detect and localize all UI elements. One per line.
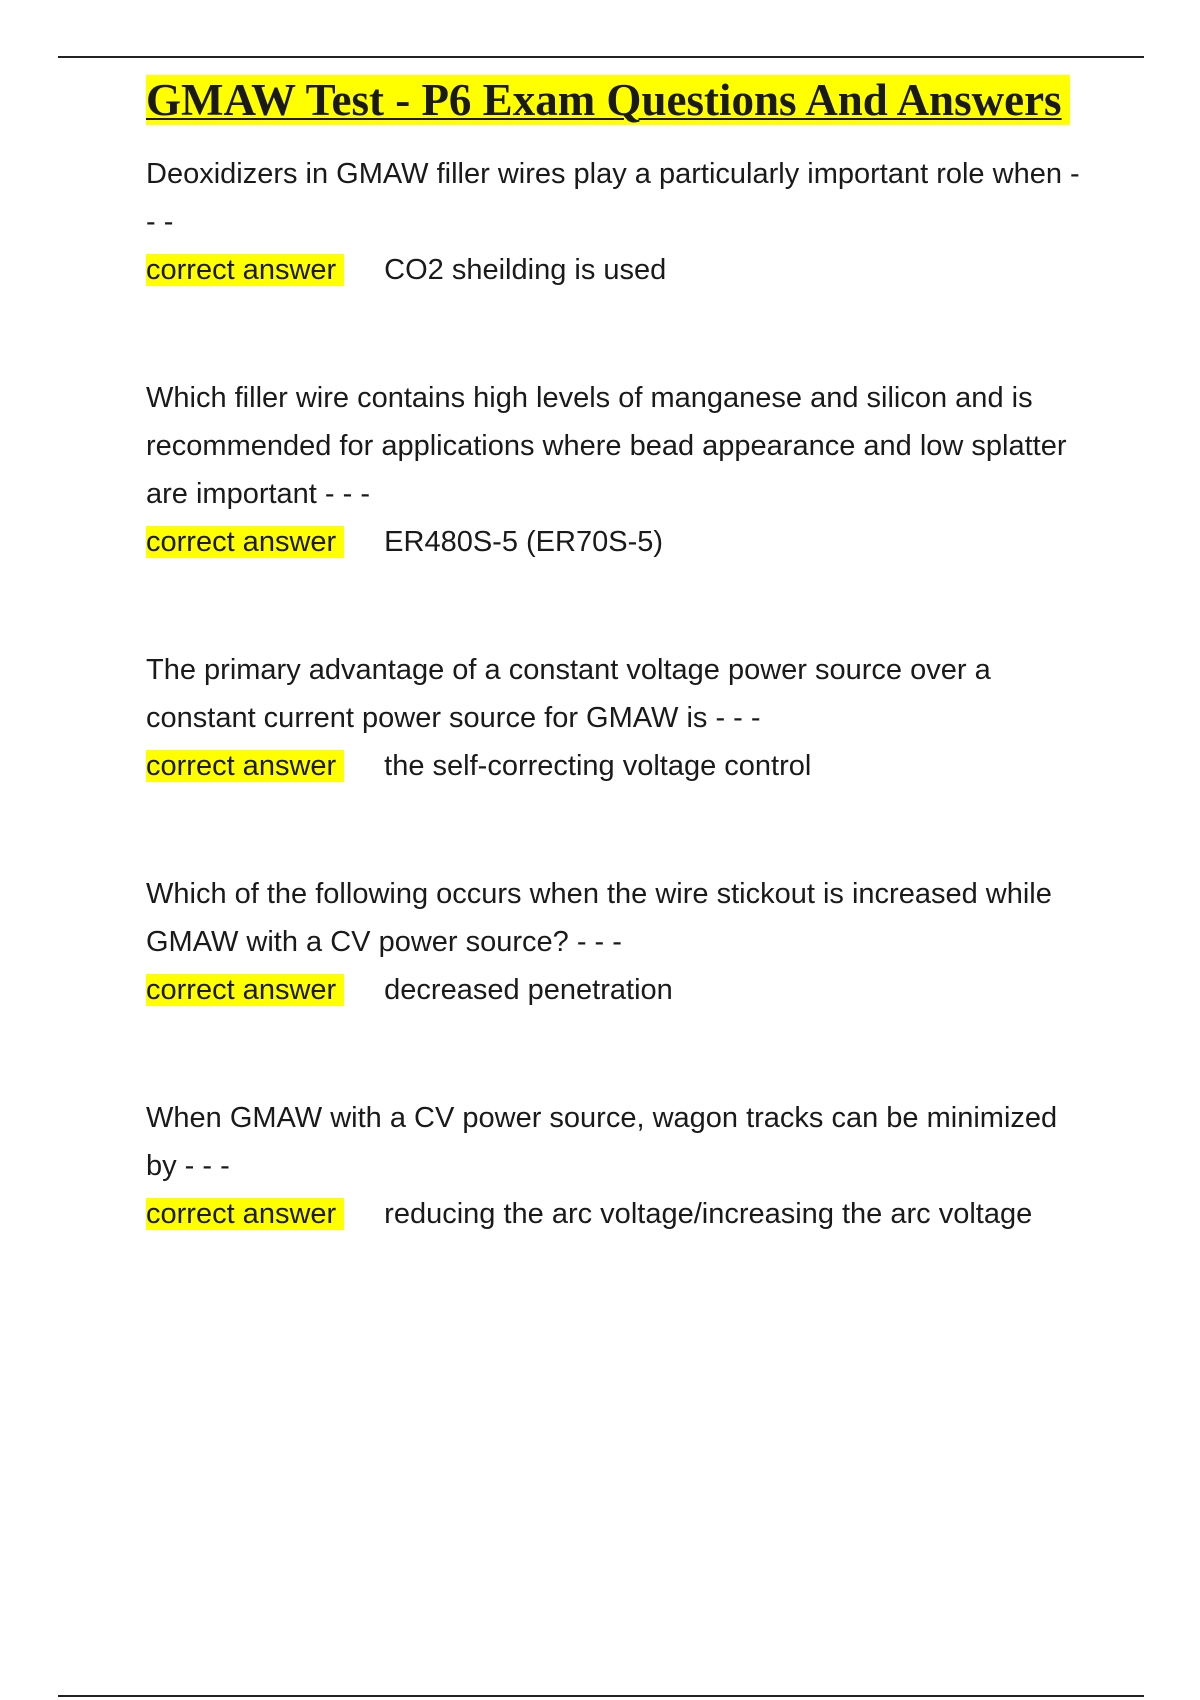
- qa-item: [146, 374, 1086, 566]
- question-text: Which of the following occurs when the wire stickout is increased while GMAW with a CV power source? - - -: [146, 878, 1052, 958]
- question-text: Deoxidizers in GMAW filler wires play a particularly important role when - - -: [146, 158, 1080, 238]
- answer-line: [146, 966, 1086, 1014]
- bottom-rule: [58, 1695, 1144, 1697]
- document-title: [146, 72, 1086, 128]
- correct-answer-label: correct answer: [146, 750, 344, 782]
- answer-text: CO2 sheilding is used: [384, 254, 667, 286]
- document-body: [146, 72, 1086, 1318]
- answer-text: decreased penetration: [384, 974, 673, 1006]
- correct-answer-label: correct answer: [146, 1198, 344, 1230]
- correct-answer-label: correct answer: [146, 974, 344, 1006]
- answer-line: [146, 518, 1086, 566]
- qa-item: [146, 1094, 1086, 1238]
- correct-answer-label: correct answer: [146, 526, 344, 558]
- answer-line: [146, 246, 1086, 294]
- document-title-text: GMAW Test - P6 Exam Questions And Answers: [146, 75, 1070, 125]
- qa-item: [146, 870, 1086, 1014]
- question-text: When GMAW with a CV power source, wagon tracks can be minimized by - - -: [146, 1102, 1058, 1182]
- qa-list: [146, 150, 1086, 1238]
- top-rule: [58, 56, 1144, 58]
- question-text: The primary advantage of a constant voltage power source over a constant current power source for GMAW is - - -: [146, 654, 991, 734]
- qa-item: [146, 150, 1086, 294]
- answer-text: the self-correcting voltage control: [384, 750, 812, 782]
- answer-line: [146, 742, 1086, 790]
- answer-line: [146, 1190, 1086, 1238]
- qa-item: [146, 646, 1086, 790]
- question-text: Which filler wire contains high levels of manganese and silicon and is recommended for applications where bead appearance and low splatter are important - - -: [146, 382, 1067, 510]
- correct-answer-label: correct answer: [146, 254, 344, 286]
- answer-text: ER480S-5 (ER70S-5): [384, 526, 664, 558]
- answer-text: reducing the arc voltage/increasing the arc voltage: [384, 1198, 1033, 1230]
